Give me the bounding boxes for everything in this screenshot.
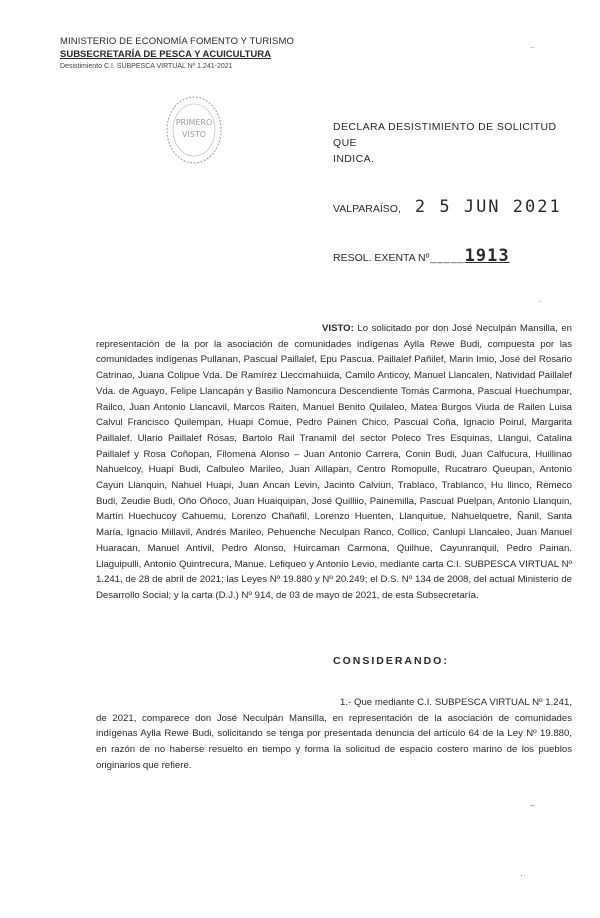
scan-mark: · (538, 296, 541, 306)
resolution-number-line (333, 246, 510, 266)
resolution-number: 1913 (464, 246, 510, 266)
visto-paragraph (96, 321, 572, 604)
date-label: VALPARAÍSO, (333, 203, 401, 215)
stamp-line-1: PRIMERO (175, 118, 213, 127)
considerando-heading: CONSIDERANDO: (333, 655, 449, 667)
point-1-label: 1.- (340, 697, 352, 708)
undersecretariat-name: SUBSECRETARÍA DE PESCA Y ACUICULTURA (60, 49, 271, 60)
visto-label: VISTO: (322, 323, 354, 334)
scan-mark: – (530, 800, 536, 810)
scan-mark: .. (530, 40, 536, 50)
date-value: 2 5 JUN 2021 (414, 197, 562, 217)
date-line (333, 197, 562, 217)
title-line-1: DECLARA DESISTIMIENTO DE SOLICITUD QUE (333, 121, 557, 149)
resolution-blank: _____ (430, 252, 465, 264)
resolution-title (333, 119, 573, 167)
title-line-2: INDICA. (333, 153, 375, 165)
considerando-point-1 (96, 695, 572, 774)
point-1-text: Que mediante C.I. SUBPESCA VIRTUAL Nº 1.241, de 2021, comparece don José Neculpán Mansilla, en representación de la asociación de comunidades indígenas Aylla Rewe Budi, solicitando se tenga por presentada denuncia del artículo 64 de la Ley Nº 19.880, en razón de no haberse resuelto en tiempo y forma la solicitud de espacio costero marino de los pueblos originarios que refiere. (96, 697, 572, 771)
stamp-line-2: VISTO (181, 130, 207, 139)
scan-mark: · (520, 870, 523, 880)
ministry-name: MINISTERIO DE ECONOMÍA FOMENTO Y TURISMO (60, 36, 294, 47)
office-stamp (163, 93, 225, 167)
resolution-label: RESOL. EXENTA Nº (333, 252, 430, 264)
visto-text: Lo solicitado por don José Neculpán Mansilla, en representación de la por la asociación de comunidades indígenas Aylla Rewe Budi, compuesta por las comunidades indígenas Pullanan, Pascual Paillalef, Epu Pascua. Paillalef Pañilef, Marin Imio, José del Rosario Catrinao, Juana Colipue Vda. De Ramírez Lleccmahuida, Camilo Anticoy, Manuel Llancalen, Natividad Paillalef Vda. de Aguayo, Felipe Llancapán y Basilio Namoncura Descendiente Tomás Carmona, Pascual Huechumpar, Railco, Juan Antonio Llancavil, Marcos Raiten, Manuel Benito Quilaleo, Matea Burgos Viuda de Railen Luisa Calvul Francisco Quilempan, Huapi Comue, Pedro Painen Chico, Pascual Coña, Ignacio Poirul, Margarita Paillalef. Ulario Paillalef Rosas, Bartolo Rail Tranamil del sector Poleco Tres Esquinas, Llangui, Catalina Paillalef y Rosa Coñopan, Filomena Alonso – Juan Antonio Carrera, Conin Budi, Juan Calfucura, Huillinao Nahuelcoy, Huapi Budi, Calbuleo Marileo, Juan Aillapan, Centro Romopulle, Rucatraro Queupan, Antonio Cayun Llanquin, Nahuel Huapi, Juan Ancan Levin, Jacinto Calviun, Trablaco, Trablanco, Hu llinco, Remeco Budi, Zeudie Budi, Oño Oñoco, Juan Huaiquipan, José Quilliio, Painemilla, Pascual Puelpan, Antonio Llanquin, Martín Huechucoy Cahuemu, Lorenzo Chañafil, Lorenzo Huenten, Llanquitue, Nahuelquetre, Ñanil, Santa María, Ignacio Millavil, Andrés Marileo, Pehuenche Neculpan Ranco, Collico, Canlupi Llancaleo, Juan Manuel Huaracan, Manuel Antivil, Pedro Alonso, Huircaman Carmona, Quilhue, Cayunranquil, Pedro Painan. Llaguipulli, Antonio Quintrecura, Manue. Lefiqueo y Antonio Levio, mediante carta C.I. SUBPESCA VIRTUAL Nº 1.241, de 28 de abril de 2021; las Leyes Nº 19.880 y Nº 20.249; el D.S. Nº 134 de 2008, del actual Ministerio de Desarrollo Social; y la carta (D.J.) Nº 914, de 03 de mayo de 2021, de esta Subsecretaría. (96, 323, 572, 601)
reference-line: Desistimiento C.I. SUBPESCA VIRTUAL Nº 1.241-2021 (60, 63, 233, 70)
letterhead (60, 36, 300, 72)
